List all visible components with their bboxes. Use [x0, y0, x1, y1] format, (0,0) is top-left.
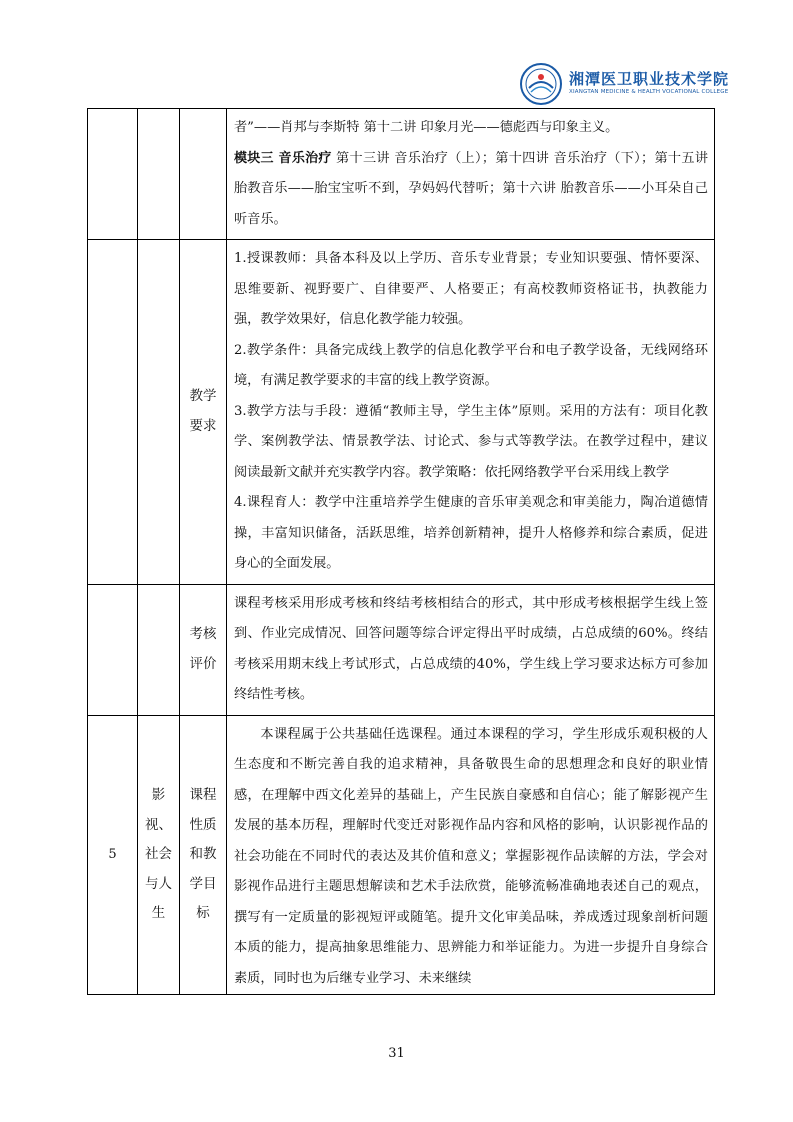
- teaching-requirements-label: 教学 要求: [180, 240, 227, 585]
- table-row: [88, 240, 715, 585]
- course-number: 5: [88, 715, 138, 995]
- assessment-content: 课程考核采用形成考核和终结考核相结合的形式，其中形成考核根据学生线上签到、作业完成情况、回答问题等综合评定得出平时成绩，占总成绩的60%。终结考核采用期末线上考试形式，占总成绩的40%，学生线上学习要求达标方可参加终结性考核。: [227, 584, 715, 715]
- assessment-label: 考核 评价: [180, 584, 227, 715]
- requirement-conditions: 2.教学条件：具备完成线上教学的信息化教学平台和电子教学设备，无线网络环境，有满足教学要求的丰富的线上教学资源。: [234, 342, 708, 388]
- module-two-ending: 者”——肖邦与李斯特 第十二讲 印象月光——德彪西与印象主义。: [234, 120, 619, 135]
- module-three-title: 模块三 音乐治疗: [234, 150, 332, 166]
- curriculum-table: [87, 108, 715, 995]
- page-header: [519, 62, 730, 108]
- page-number: 31: [388, 1046, 405, 1061]
- school-name: 湘潭医卫职业技术学院: [569, 70, 730, 88]
- module-three-text: 模块三 音乐治疗 第十三讲 音乐治疗（上）；第十四讲 音乐治疗（下）；第十五讲 胎教音乐——胎宝宝听不到，孕妈妈代替听；第十六讲 胎教音乐——小耳朵自己听音乐。: [234, 150, 709, 227]
- requirement-education: 4.课程育人：教学中注重培养学生健康的音乐审美观念和审美能力，陶冶道德情操，丰富知识储备，活跃思维，培养创新精神，提升人格修养和综合素质，促进身心的全面发展。: [234, 495, 708, 571]
- requirement-methods: 3.教学方法与手段：遵循“教师主导，学生主体”原则。采用的方法有：项目化教学、案例教学法、情景教学法、讨论式、参与式等教学法。在教学过程中，建议阅读最新文献并充实教学内容。教学策略：依托网络教学平台采用线上教学: [234, 403, 708, 480]
- teaching-requirements-content: [227, 240, 715, 585]
- table-row: [88, 584, 715, 715]
- table-row: [88, 715, 715, 995]
- school-name-en: XIANGTAN MEDICINE & HEALTH VOCATIONAL COLLEGE: [569, 89, 729, 95]
- course-nature-content: 本课程属于公共基础任选课程。通过本课程的学习，学生形成乐观积极的人生态度和不断完善自我的追求精神，具备敬畏生命的思想理念和良好的职业情感，在理解中西文化差异的基础上，产生民族自豪感和自信心；能了解影视产生发展的基本历程，理解时代变迁对影视作品内容和风格的影响，认识影视作品的社会功能在不同时代的表达及其价值和意义；掌握影视作品读解的方法，学会对影视作品进行主题思想解读和艺术手法欣赏，能够流畅准确地表述自己的观点，撰写有一定质量的影视短评或随笔。提升文化审美品味，养成透过现象剖析问题本质的能力，提高抽象思维能力、思辨能力和举证能力。为进一步提升自身综合素质，同时也为后继专业学习、未来继续: [227, 715, 715, 995]
- requirement-teacher: 1.授课教师：具备本科及以上学历、音乐专业背景；专业知识要强、情怀要深、思维要新、视野要广、自律要严、人格要正；有高校教师资格证书，执教能力强，教学效果好，信息化教学能力较强。: [234, 251, 708, 327]
- content-cell: [227, 109, 715, 240]
- school-logo-icon: [519, 62, 563, 106]
- table-row: [88, 109, 715, 240]
- course-name: 影 视、 社会 与人 生: [138, 715, 180, 995]
- course-nature-label: 课程 性质 和教 学目 标: [180, 715, 227, 995]
